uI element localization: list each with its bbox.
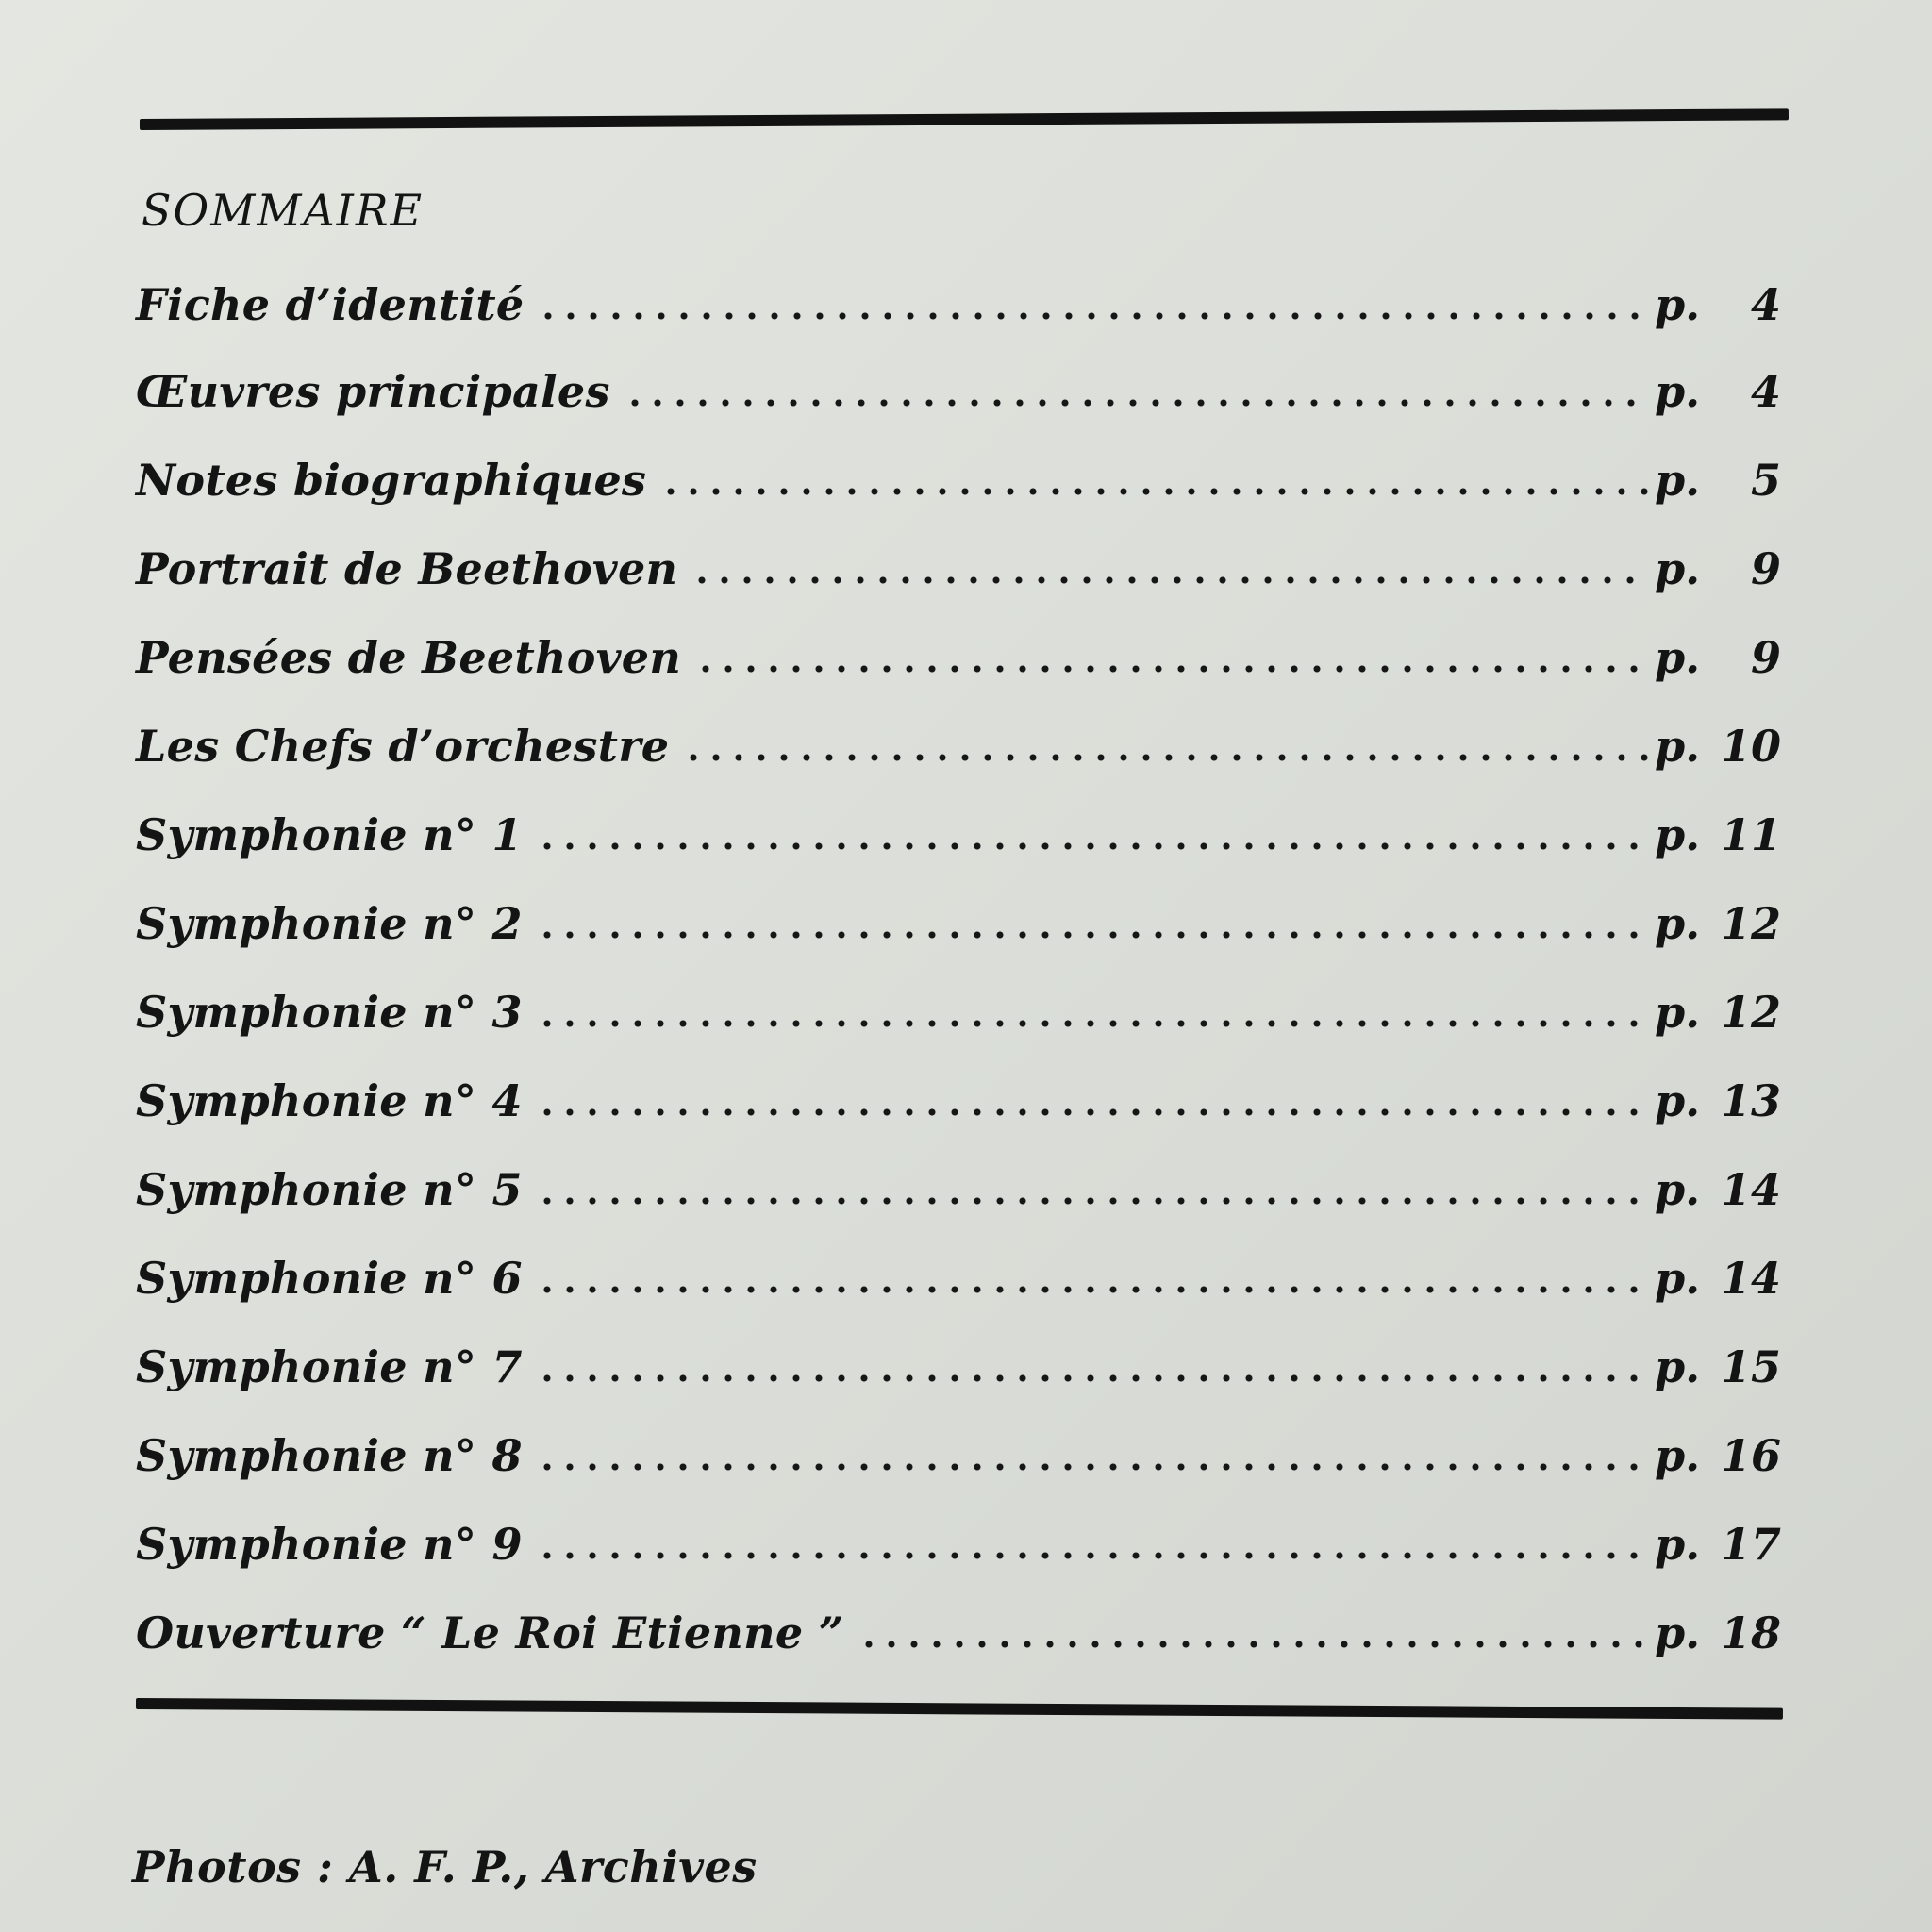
page-prefix: p.	[1655, 632, 1701, 683]
toc-entry-ouverture	[136, 1594, 1781, 1658]
page-number: 12	[1720, 898, 1781, 949]
toc-entry-label: Notes biographiques	[136, 455, 647, 506]
toc-entry-label: Fiche d’identité	[136, 279, 525, 330]
page-prefix: p.	[1655, 1253, 1701, 1304]
toc-entry-symphonie-6	[136, 1240, 1781, 1304]
toc-entry-page	[1649, 1430, 1781, 1481]
toc-entry-label: Les Chefs d’orchestre	[136, 721, 670, 772]
toc-entry-page	[1649, 632, 1781, 683]
dot-leader	[536, 1374, 1649, 1383]
page-number: 16	[1720, 1430, 1781, 1481]
toc-entry-page	[1649, 1164, 1781, 1215]
page-number: 14	[1720, 1164, 1781, 1215]
dot-leader	[858, 1640, 1649, 1649]
dot-leader	[536, 1285, 1649, 1294]
photo-credits: Photos : A. F. P., Archives	[132, 1841, 758, 1892]
page-prefix: p.	[1655, 1607, 1701, 1658]
toc-entry-pensees	[136, 619, 1781, 683]
page-number: 4	[1750, 279, 1781, 330]
toc-entry-page	[1649, 898, 1781, 949]
page-prefix: p.	[1655, 1341, 1701, 1392]
page-number: 18	[1720, 1607, 1781, 1658]
toc-entry-page	[1649, 1519, 1781, 1570]
dot-leader	[694, 664, 1649, 674]
page-prefix: p.	[1655, 898, 1701, 949]
dot-leader	[659, 487, 1649, 496]
toc-entry-label: Symphonie n° 8	[136, 1430, 523, 1481]
toc-entry-label: Œuvres principales	[136, 366, 610, 417]
page-prefix: p.	[1655, 1519, 1701, 1570]
toc-entry-page	[1649, 279, 1781, 330]
toc-entry-notes-biographiques	[136, 441, 1781, 506]
page-prefix: p.	[1655, 1075, 1701, 1126]
toc-entry-symphonie-9	[136, 1506, 1781, 1570]
toc-entry-page	[1649, 543, 1781, 594]
toc-entry-label: Symphonie n° 3	[136, 987, 523, 1038]
page-prefix: p.	[1655, 721, 1701, 772]
page-title: SOMMAIRE	[142, 185, 425, 236]
page-prefix: p.	[1655, 366, 1701, 417]
toc-entry-page	[1649, 366, 1781, 417]
toc-entry-symphonie-7	[136, 1328, 1781, 1392]
toc-entry-symphonie-3	[136, 974, 1781, 1038]
page-prefix: p.	[1655, 455, 1701, 506]
toc-entry-label: Symphonie n° 2	[136, 898, 523, 949]
page-prefix: p.	[1655, 543, 1701, 594]
toc-entry-chefs-orchestre	[136, 708, 1781, 772]
page-prefix: p.	[1655, 809, 1701, 860]
toc-entry-symphonie-2	[136, 885, 1781, 949]
toc-entry-portrait	[136, 530, 1781, 594]
dot-leader	[691, 575, 1649, 585]
toc-entry-page	[1649, 809, 1781, 860]
dot-leader	[536, 1551, 1649, 1560]
page-number: 13	[1720, 1075, 1781, 1126]
toc-entry-page	[1649, 987, 1781, 1038]
dot-leader	[536, 841, 1649, 851]
page-number: 11	[1720, 809, 1781, 860]
page-number: 15	[1720, 1341, 1781, 1392]
toc-entry-label: Symphonie n° 5	[136, 1164, 523, 1215]
toc-entry-symphonie-5	[136, 1151, 1781, 1215]
dot-leader	[536, 1019, 1649, 1028]
page-prefix: p.	[1655, 279, 1701, 330]
page-number: 9	[1750, 632, 1781, 683]
toc-entry-page	[1649, 1341, 1781, 1392]
page-number: 9	[1750, 543, 1781, 594]
toc-entry-page	[1649, 1075, 1781, 1126]
page-prefix: p.	[1655, 1430, 1701, 1481]
toc-entry-label: Symphonie n° 6	[136, 1253, 523, 1304]
toc-entry-label: Symphonie n° 4	[136, 1075, 523, 1126]
toc-entry-symphonie-4	[136, 1062, 1781, 1126]
dot-leader	[682, 753, 1649, 762]
toc-entry-page	[1649, 455, 1781, 506]
dot-leader	[536, 1196, 1649, 1206]
toc-entry-page	[1649, 721, 1781, 772]
toc-entry-label: Pensées de Beethoven	[136, 632, 682, 683]
page-number: 17	[1720, 1519, 1781, 1570]
toc-entry-label: Symphonie n° 9	[136, 1519, 523, 1570]
page-prefix: p.	[1655, 1164, 1701, 1215]
toc-entry-label: Ouverture “ Le Roi Etienne ”	[136, 1607, 844, 1658]
page-number: 12	[1720, 987, 1781, 1038]
toc-entry-symphonie-8	[136, 1417, 1781, 1481]
toc-entry-label: Symphonie n° 7	[136, 1341, 523, 1392]
dot-leader	[624, 398, 1649, 408]
page-number: 5	[1750, 455, 1781, 506]
page-number: 4	[1750, 366, 1781, 417]
toc-entry-symphonie-1	[136, 796, 1781, 860]
dot-leader	[536, 930, 1649, 940]
page-prefix: p.	[1655, 987, 1701, 1038]
toc-entry-oeuvres-principales	[136, 353, 1781, 417]
toc-entry-label: Portrait de Beethoven	[136, 543, 678, 594]
toc-entry-page	[1649, 1607, 1781, 1658]
dot-leader	[536, 1108, 1649, 1117]
toc-entry-label: Symphonie n° 1	[136, 809, 523, 860]
page-number: 14	[1720, 1253, 1781, 1304]
page-number: 10	[1720, 721, 1781, 772]
dot-leader	[536, 1462, 1649, 1472]
toc-entry-fiche-identite	[136, 266, 1781, 330]
toc-entry-page	[1649, 1253, 1781, 1304]
dot-leader	[537, 311, 1649, 321]
